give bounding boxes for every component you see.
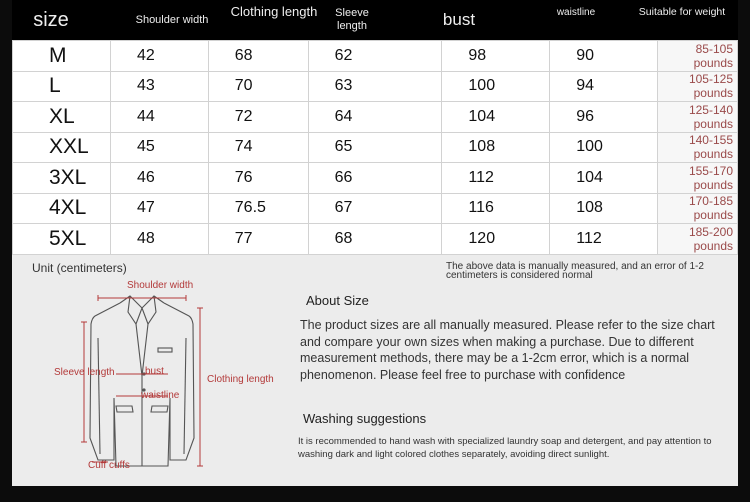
weight-cell: 85-105 pounds: [658, 41, 738, 72]
diagram-length-label: Clothing length: [207, 374, 274, 385]
waist-cell: 112: [550, 224, 658, 255]
shoulder-cell: 48: [110, 224, 208, 255]
length-cell: 76.5: [208, 193, 308, 224]
size-cell: XL: [13, 102, 111, 133]
waist-cell: 104: [550, 163, 658, 194]
length-cell: 72: [208, 102, 308, 133]
sleeve-cell: 62: [308, 41, 442, 72]
diagram-sleeve-label: Sleeve length: [54, 367, 115, 378]
diagram-waist-label: waistline: [141, 390, 180, 401]
bust-cell: 100: [442, 71, 550, 102]
diagram-cuff-label: Cuff cuffs: [88, 460, 130, 471]
weight-cell: 105-125 pounds: [658, 71, 738, 102]
header-sleeve-length: Sleeve length: [335, 7, 369, 32]
bust-cell: 112: [442, 163, 550, 194]
table-row: [13, 71, 738, 102]
table-header: [12, 0, 738, 40]
size-table: [12, 40, 738, 255]
header-weight: Suitable for weight: [638, 6, 726, 18]
waist-cell: 100: [550, 132, 658, 163]
table-row: [13, 102, 738, 133]
sleeve-cell: 67: [308, 193, 442, 224]
bust-cell: 108: [442, 132, 550, 163]
table-row: [13, 163, 738, 194]
diagram-bust-label: bust: [145, 366, 164, 377]
header-size: size: [33, 8, 69, 31]
bust-cell: 120: [442, 224, 550, 255]
sleeve-cell: 64: [308, 102, 442, 133]
shoulder-cell: 44: [110, 102, 208, 133]
table-row: [13, 224, 738, 255]
weight-cell: 185-200 pounds: [658, 224, 738, 255]
unit-label: Unit (centimeters): [32, 261, 127, 275]
shoulder-cell: 47: [110, 193, 208, 224]
size-cell: M: [13, 41, 111, 72]
weight-cell: 140-155 pounds: [658, 132, 738, 163]
waist-cell: 94: [550, 71, 658, 102]
length-cell: 68: [208, 41, 308, 72]
length-cell: 76: [208, 163, 308, 194]
weight-cell: 170-185 pounds: [658, 193, 738, 224]
weight-cell: 125-140 pounds: [658, 102, 738, 133]
header-bust: bust: [442, 10, 476, 30]
about-size-body: The product sizes are all manually measured. Please refer to the size chart and compare your own sizes when making a purchase. Due to different measurement methods, there may be a 1-2cm error, which is a normal phenomenon. Please feel free to purchase with confidence: [300, 318, 715, 382]
shoulder-cell: 42: [110, 41, 208, 72]
length-cell: 74: [208, 132, 308, 163]
waist-cell: 96: [550, 102, 658, 133]
jacket-diagram: [32, 278, 292, 479]
about-size-title: About Size: [306, 293, 369, 308]
bust-cell: 104: [442, 102, 550, 133]
sleeve-cell: 65: [308, 132, 442, 163]
size-cell: 3XL: [13, 163, 111, 194]
header-shoulder-width: Shoulder width: [135, 13, 209, 26]
shoulder-cell: 46: [110, 163, 208, 194]
size-cell: XXL: [13, 132, 111, 163]
header-waistline: waistline: [556, 7, 596, 18]
measurement-note: The above data is manually measured, and an error of 1-2 centimeters is considered normal: [446, 261, 704, 281]
sleeve-cell: 66: [308, 163, 442, 194]
washing-title: Washing suggestions: [303, 411, 427, 426]
waist-cell: 108: [550, 193, 658, 224]
size-cell: 5XL: [13, 224, 111, 255]
length-cell: 70: [208, 71, 308, 102]
washing-body: It is recommended to hand wash with specialized laundry soap and detergent, and pay attention to washing dark and light colored clothes separately, avoiding direct sunlight.: [298, 436, 712, 460]
size-cell: 4XL: [13, 193, 111, 224]
waist-cell: 90: [550, 41, 658, 72]
sleeve-cell: 68: [308, 224, 442, 255]
diagram-shoulder-label: Shoulder width: [127, 280, 194, 291]
bust-cell: 116: [442, 193, 550, 224]
length-cell: 77: [208, 224, 308, 255]
header-clothing-length: Clothing length: [230, 4, 318, 19]
table-row: [13, 132, 738, 163]
table-row: [13, 193, 738, 224]
sleeve-cell: 63: [308, 71, 442, 102]
size-cell: L: [13, 71, 111, 102]
shoulder-cell: 45: [110, 132, 208, 163]
weight-cell: 155-170 pounds: [658, 163, 738, 194]
bust-cell: 98: [442, 41, 550, 72]
shoulder-cell: 43: [110, 71, 208, 102]
table-row: [13, 41, 738, 72]
size-chart-sheet: [12, 0, 738, 486]
